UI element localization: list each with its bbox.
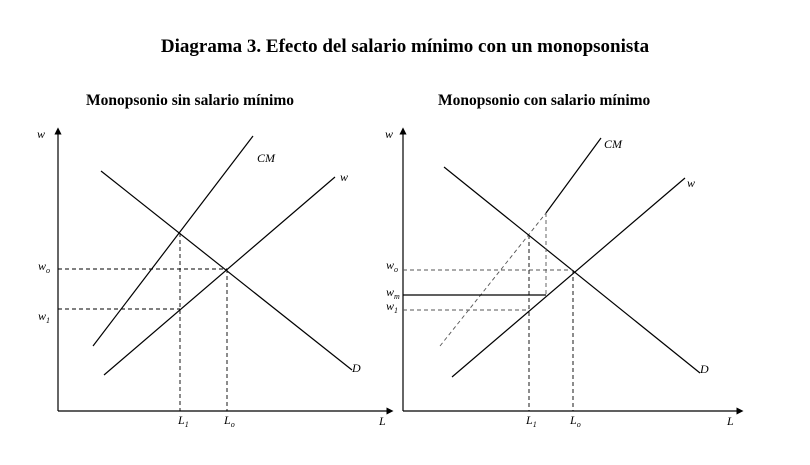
- right-supply-label: w: [687, 176, 696, 190]
- right-demand-label: D: [700, 362, 709, 376]
- left-y-axis-label: w: [37, 127, 46, 141]
- right-supply-curve: [452, 178, 685, 377]
- right-y-axis-label: w: [385, 127, 394, 141]
- left-supply-curve: [104, 177, 335, 375]
- right-x-axis-label: L: [727, 414, 734, 428]
- left-L0-label: $L_o$: [224, 413, 235, 429]
- right-panel-title: Monopsonio con salario mínimo: [438, 92, 651, 109]
- left-panel-title: Monopsonio sin salario mínimo: [86, 92, 294, 109]
- left-cm-label: CM: [257, 151, 275, 165]
- right-marginal-cost-dashed: [440, 213, 546, 346]
- right-w0-label: $w_o$: [386, 258, 399, 274]
- left-marginal-cost-curve: [93, 136, 253, 346]
- left-demand-label: D: [352, 361, 361, 375]
- right-panel: [385, 127, 740, 429]
- diagram-title: Diagrama 3. Efecto del salario mínimo con un monopsonista: [160, 36, 650, 57]
- right-L1-label: $L_1$: [526, 413, 537, 429]
- right-L0-label: $L_o$: [570, 413, 581, 429]
- left-L1-label: $L_1$: [178, 413, 189, 429]
- left-demand-curve: [101, 171, 352, 370]
- right-w1-label: $w_1$: [386, 299, 399, 315]
- right-marginal-cost-curve: [546, 138, 601, 213]
- left-panel: [37, 127, 390, 429]
- right-cm-label: CM: [604, 137, 622, 151]
- left-w1-label: $w_1$: [38, 309, 51, 325]
- left-w0-label: $w_o$: [38, 259, 51, 275]
- right-wm-label: $w_m$: [386, 285, 400, 301]
- left-supply-label: w: [340, 170, 349, 184]
- left-x-axis-label: L: [379, 414, 386, 428]
